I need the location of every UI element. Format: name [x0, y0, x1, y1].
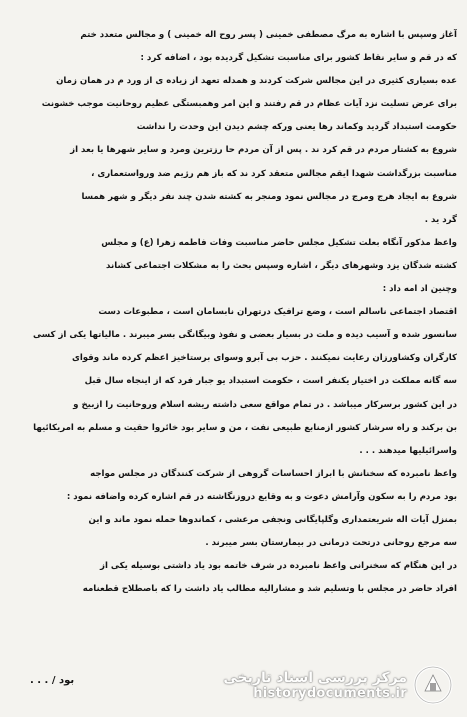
document-line: افراد حاضر در مجلس با وتسلیم شد و مشارالیه مطالب یاد داشت را که باصطلاح قطعنامه	[82, 584, 457, 595]
watermark-url: historydocuments.ir	[253, 685, 407, 701]
document-line: شروع به کشتار مردم در قم کرد ند . پس از آن مردم حا رزترین ومرد و سایر شهرها یا بعد از	[70, 145, 457, 156]
watermark	[223, 665, 453, 705]
document-line: کشته شدگان یزد وشهرهای دیگر ، اشاره وسپس بحث را به مشکلات اجتماعی کشاند	[106, 260, 457, 271]
document-line: وچنین اد امه داد :	[382, 284, 457, 295]
document-line: عده بسیاری کثیری در این مجالس شرکت کردند و همدله تعهد از زیاده ی از ورد م در همان زمان	[56, 76, 457, 87]
document-line: حکومت استبداد گردید وکماند رها یعنی ورکه چشم دیدن این وحدت را نداشت	[136, 122, 457, 133]
document-line: شروع به ایجاد هرج ومرج در مجالس نمود ومنجر به کشته شدن چند نفر دیگر و شهر همسا	[81, 191, 457, 202]
document-line: برای عرض تسلیت نزد آیات عظام در قم رفتند و این امر وهمبستگی عظیم روحانیت موجب خشونت	[41, 99, 457, 110]
document-line: بمنزل آیات اله شریعتمداری وگلپایگانی ونجفی مرعشی ، کماندوها حمله نمود ماند و این	[88, 514, 457, 525]
document-line: اقتصاد اجتماعی ناسالم است ، وضع ترافیک درتهران نابسامان است ، مطبوعات دست	[98, 307, 457, 318]
document-line: مناسبت بزرگداشت شهدا ایقم مجالس متعقد کرد ند که باز هم رژیم ضد ورواستعماری ،	[91, 168, 457, 179]
document-line: سه مرجع روحانی درتحت درمانی در بیمارستان بسر میبرند .	[205, 538, 457, 549]
historydocuments-logo-icon	[413, 665, 453, 705]
watermark-title: مرکز بررسی اسناد تاریخی	[223, 669, 407, 686]
document-line: آغاز وسپس با اشاره به مرگ مصطفی خمینی ( پسر روح اله خمینی ) و مجالس متعدد ختم	[80, 30, 457, 40]
watermark-text	[223, 670, 407, 701]
document-line: واعظ مذکور آنگاه بعلت تشکیل مجلس حاضر مناسبت وفات فاطمه زهرا (ع) و مجلس	[101, 237, 457, 248]
document-line: گرد ید .	[424, 214, 457, 225]
document-line: سانسور شده و آسیب دیده و ملت در بسیار بعضی و نفوذ وبیگانگی بسر میبرند . مالیاتها یکی از کسی	[33, 330, 457, 341]
document-line: که در قم و سایر نقاط کشور برای مناسبت تشکیل گردیده بود ، اضافه کرد :	[140, 53, 457, 64]
document-line: در این کشور برسرکار میباشد . در تمام مواقع سعی داشته ریشه اسلام وروحانیت را ازبیخ و	[73, 399, 457, 410]
document-line: بن برکند و راه سرشار کشور ازمنابع طبیعی نفت ، من و سایر بود خائروا حقیت و مسلم به امریکائیها	[33, 422, 457, 433]
document-line: واعظ نامبرده که سخنانش با ابراز احساسات گروهی از شرکت کنندگان در مجلس مواجه	[90, 468, 457, 479]
page-marker: بود / . . .	[30, 675, 75, 686]
document-line: کارگران وکشاورزان رعایت نمیکنند . حزب بی آبرو وسوای برستاخیز اعظم کرده ماند وقوای	[71, 353, 457, 364]
document-line: واسرائیلیها میدهند . . .	[359, 445, 457, 456]
document-body	[8, 24, 457, 601]
document-line: بود مردم را به سکون وآرامش دعوت و به وقایع دروزنگاشته در قم اشاره کرده واضافه نمود :	[66, 491, 457, 502]
document-line: سه گانه مملکت در اختیار یکنفر است ، حکومت استبداد یو جبار فرد که از اینجاه سال قبل	[84, 376, 457, 387]
document-line: در این هنگام که سخنرانی واعظ نامبرده در شرف خاتمه بود یاد داشتی بوسیله یکی از	[100, 561, 457, 572]
